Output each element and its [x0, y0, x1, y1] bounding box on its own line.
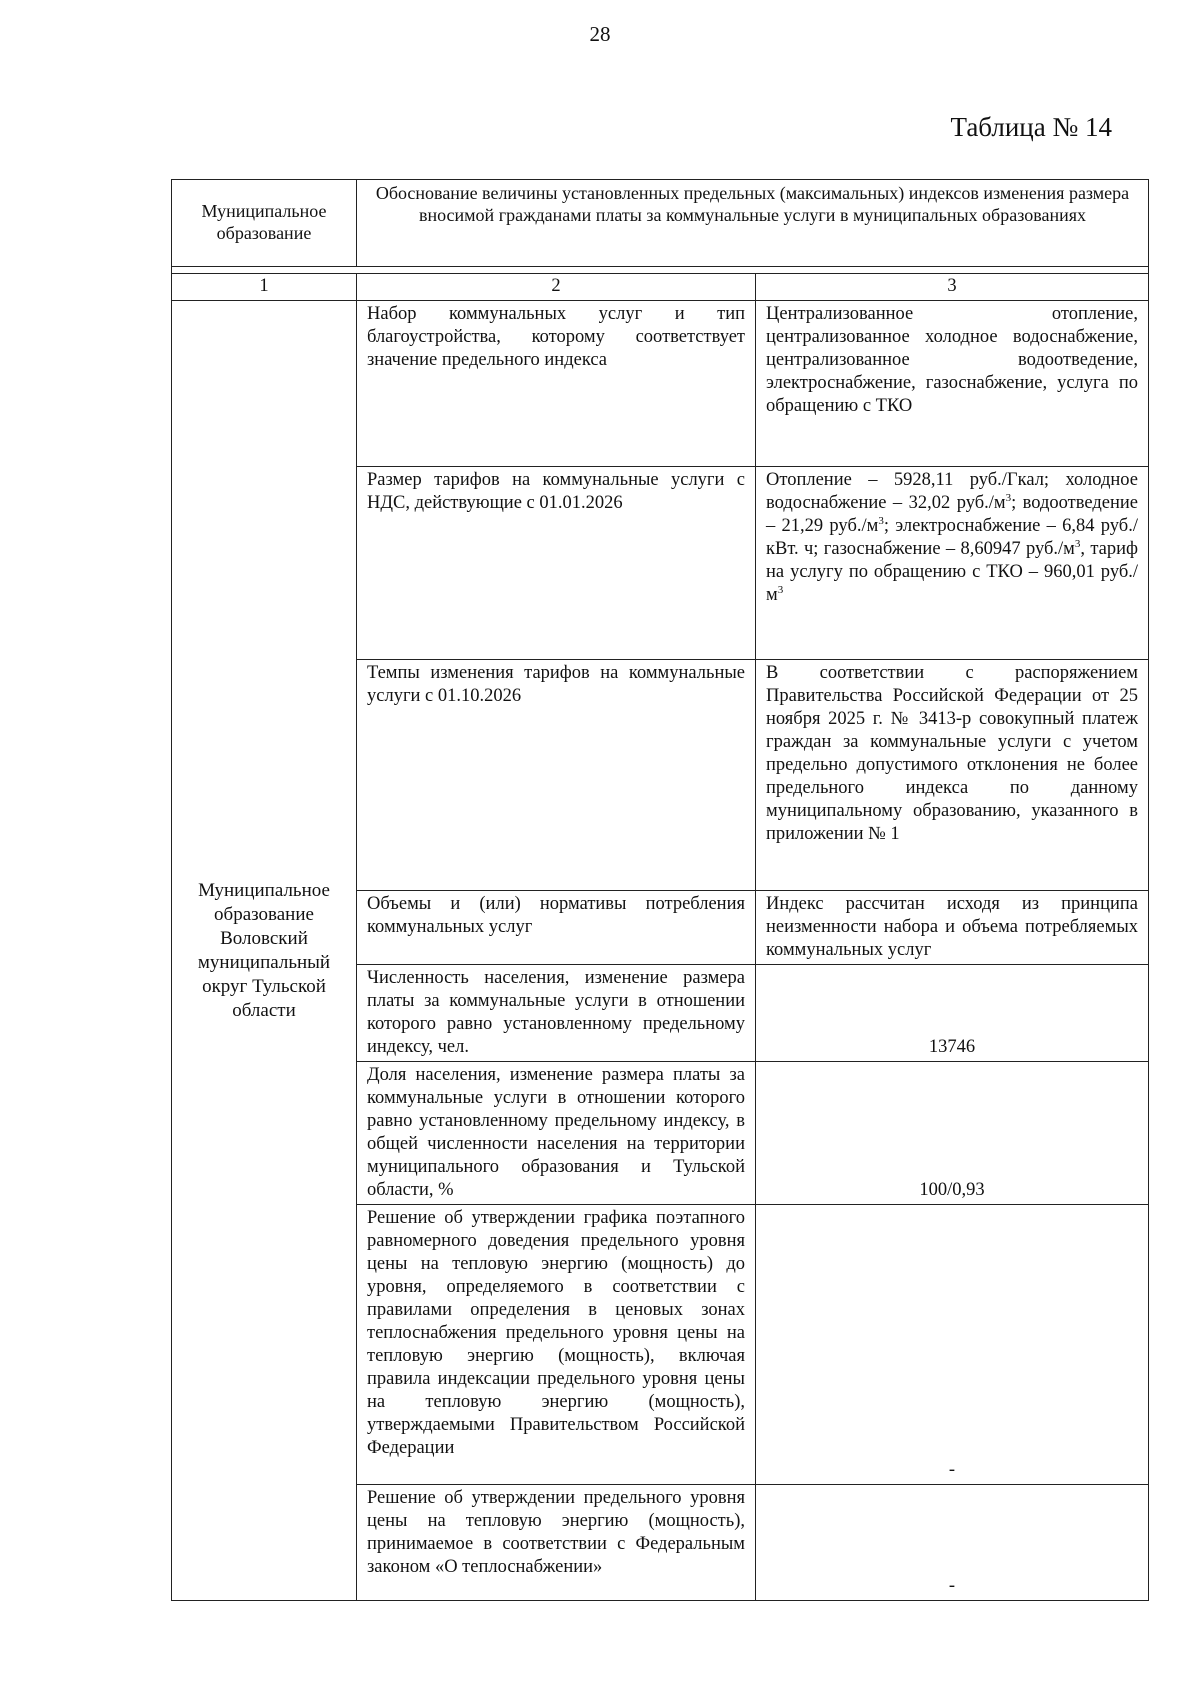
row-label: Решение об утверждении предельного уровня цены на тепловую энергию (мощность), принимаемое в соответствии с Федеральным законом «О теплоснабжении» — [357, 1485, 756, 1601]
table-row — [172, 301, 1149, 467]
row-value: Индекс рассчитан исходя из принципа неизменности набора и объема потребляемых коммунальных услуг — [756, 891, 1149, 965]
tariff-text-4: , тариф на услугу по обращению с ТКО – 960,01 руб./м — [766, 539, 1138, 605]
superscript-3: 3 — [878, 514, 884, 527]
justification-table — [171, 179, 1149, 1601]
row-value: В соответствии с распоряжением Правительства Российской Федерации от 25 ноября 2025 г. № 3413-р совокупный платеж граждан за коммунальные услуги с учетом предельно допустимого отклонения не более предельного индекса по данному муниципальному образованию, указанного в приложении № 1 — [756, 660, 1149, 891]
municipality-name: Муниципальное образование Воловский муниципальный округ Тульской области — [172, 301, 357, 1601]
header-gap — [172, 267, 1149, 274]
row-value: 100/0,93 — [756, 1062, 1149, 1205]
row-label: Объемы и (или) нормативы потребления коммунальных услуг — [357, 891, 756, 965]
superscript-3: 3 — [777, 583, 784, 596]
row-value: Централизованное отопление, централизованное холодное водоснабжение, централизованное водоотведение, электроснабжение, газоснабжение, услуга по обращению с ТКО — [756, 301, 1149, 467]
row-value: - — [756, 1485, 1149, 1601]
row-label: Темпы изменения тарифов на коммунальные услуги с 01.10.2026 — [357, 660, 756, 891]
column-number-3: 3 — [756, 274, 1149, 301]
row-value — [756, 467, 1149, 660]
row-label: Размер тарифов на коммунальные услуги с НДС, действующие с 01.01.2026 — [357, 467, 756, 660]
tariff-text-2: ; водоотведение – 21,29 руб./м — [766, 493, 1138, 536]
column-number-2: 2 — [357, 274, 756, 301]
header-justification: Обоснование величины установленных предельных (максимальных) индексов изменения размера вносимой гражданами платы за коммунальные услуги в муниципальных образованиях — [357, 180, 1149, 267]
tariff-text-3: ; электроснабжение – 6,84 руб./кВт. ч; газоснабжение – 8,60947 руб./м — [766, 516, 1138, 559]
superscript-3: 3 — [1005, 491, 1012, 504]
table-header-row — [172, 180, 1149, 267]
row-label: Решение об утверждении графика поэтапного равномерного доведения предельного уровня цены на тепловую энергию (мощность) до уровня, определяемого в соответствии с правилами определения в ценовых зонах теплоснабжения предельного уровня цены на тепловую энергию (мощность), включая правила индексации предельного уровня цены на тепловую энергию (мощность), утверждаемыми Правительством Российской Федерации — [357, 1205, 756, 1485]
row-label: Численность населения, изменение размера платы за коммунальные услуги в отношении которого равно установленному предельному индексу, чел. — [357, 965, 756, 1062]
table-caption: Таблица № 14 — [950, 112, 1112, 142]
superscript-3: 3 — [1074, 537, 1081, 550]
tariff-text-1: Отопление – 5928,11 руб./Гкал; холодное водоснабжение – 32,02 руб./м — [766, 470, 1138, 513]
row-label: Набор коммунальных услуг и тип благоустройства, которому соответствует значение предельного индекса — [357, 301, 756, 467]
column-number-row — [172, 274, 1149, 301]
header-municipality: Муниципальное образование — [172, 180, 357, 267]
column-number-1: 1 — [172, 274, 357, 301]
row-label: Доля населения, изменение размера платы за коммунальные услуги в отношении которого равно установленному предельному индексу, в общей численности населения на территории муниципального образования и Тульской области, % — [357, 1062, 756, 1205]
row-value: 13746 — [756, 965, 1149, 1062]
row-value: - — [756, 1205, 1149, 1485]
page-number: 28 — [589, 22, 611, 46]
